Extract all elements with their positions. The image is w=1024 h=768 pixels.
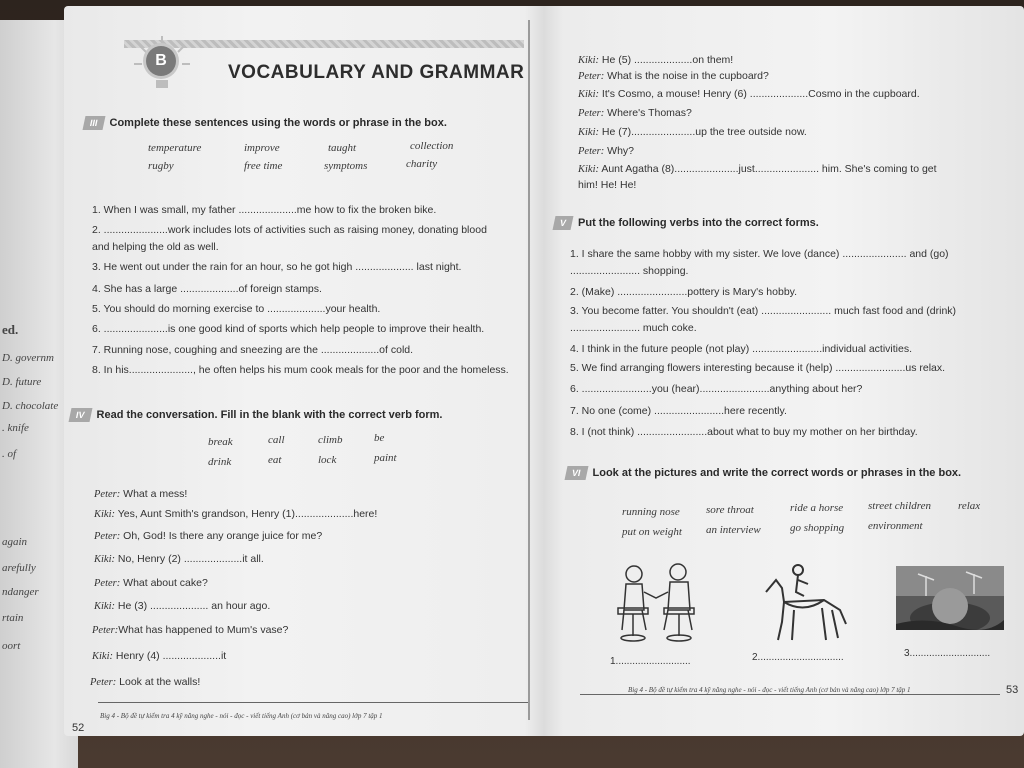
speaker: Peter:	[94, 578, 121, 589]
prev-fragment: oort	[2, 640, 21, 652]
exercise-sentence: 5. You should do morning exercise to ....................your health.	[92, 303, 381, 315]
utterance: Aunt Agatha (8)......................just...................... him. She's coming to get	[599, 163, 937, 175]
speaker: Kiki:	[94, 601, 115, 612]
verb-box-item: drink	[208, 456, 232, 468]
exercise-sentence: 2. ......................work includes lots of activities such as raising money, donating blood	[92, 224, 487, 236]
utterance: No, Henry (2) ....................it all.	[115, 553, 264, 565]
dialogue-line	[92, 650, 226, 662]
exercise-sentence: 7. No one (come) ........................here recently.	[570, 405, 787, 417]
section-vi-heading	[566, 466, 961, 480]
word-box-item: collection	[410, 140, 454, 152]
exercise-sentence: 4. She has a large ....................of foreign stamps.	[92, 283, 322, 295]
phrase-box-item: an interview	[706, 524, 761, 536]
utterance: It's Cosmo, a mouse! Henry (6) ....................Cosmo in the cupboard.	[599, 88, 920, 100]
word-box-item: rugby	[148, 160, 174, 172]
utterance: Look at the walls!	[116, 676, 201, 688]
exercise-sentence: 8. In his......................, he often helps his mum cook meals for the poor and the homeless.	[92, 364, 509, 376]
dialogue-line	[90, 676, 200, 688]
word-box-item: symptoms	[324, 160, 368, 172]
section-badge: B	[146, 46, 176, 76]
section-v-heading	[554, 216, 819, 230]
word-box-item: temperature	[148, 142, 202, 154]
phrase-box-item: relax	[958, 500, 981, 512]
speaker: Peter:	[94, 531, 121, 542]
speaker: Peter:	[92, 625, 119, 636]
phrase-box-item: sore throat	[706, 504, 754, 516]
word-box-item: free time	[244, 160, 283, 172]
interview-picture	[612, 560, 702, 646]
right-page	[540, 0, 1024, 768]
speaker: Peter:	[578, 71, 605, 82]
exercise-sentence: 2. (Make) ........................pottery is Mary's hobby.	[570, 286, 798, 298]
speaker: Kiki:	[92, 651, 113, 662]
utterance: him! He! He!	[578, 179, 637, 191]
picture-answer-line: 1...........................	[610, 656, 691, 667]
speaker: Kiki:	[578, 55, 599, 66]
utterance: What is the noise in the cupboard?	[604, 70, 769, 82]
dialogue-line	[94, 553, 264, 565]
dialogue-line	[578, 70, 769, 82]
exercise-sentence: ........................ shopping.	[570, 265, 689, 277]
dialogue-line	[94, 488, 187, 500]
left-page	[64, 0, 534, 768]
word-box-item: charity	[406, 158, 438, 170]
speaker: Peter:	[578, 146, 605, 157]
environment-picture	[896, 566, 1004, 630]
verb-box-item: climb	[318, 434, 343, 446]
exercise-sentence: 5. We find arranging flowers interesting because it (help) ........................us relax.	[570, 362, 946, 374]
prev-fragment: ndanger	[2, 586, 39, 598]
phrase-box-item: put on weight	[622, 526, 682, 538]
exercise-sentence: 6. ......................is one good kind of sports which help people to improve their health.	[92, 323, 485, 335]
prev-fragment: arefully	[2, 562, 36, 574]
phrase-box-item: street children	[868, 500, 932, 512]
dialogue-line	[94, 600, 270, 612]
speaker: Peter:	[94, 489, 121, 500]
exercise-sentence: 3. He went out under the rain for an hour, so he got high .................... last night.	[92, 261, 462, 273]
speaker: Kiki:	[578, 89, 599, 100]
page-footer: Big 4 - Bộ đề tự kiểm tra 4 kỹ năng nghe - nói - đọc - viết tiếng Anh (cơ bản và nâng cao) lớp 7 tập 1	[100, 712, 383, 720]
exercise-sentence: and helping the old as well.	[92, 241, 219, 253]
dialogue-line	[94, 577, 208, 589]
verb-box-item: be	[374, 432, 385, 444]
footer-rule	[580, 694, 1000, 695]
prev-fragment: D. future	[2, 376, 42, 388]
word-box	[148, 142, 488, 182]
page-footer: Big 4 - Bộ đề tự kiểm tra 4 kỹ năng nghe - nói - đọc - viết tiếng Anh (cơ bản và nâng cao) lớp 7 tập 1	[628, 686, 911, 694]
utterance: Yes, Aunt Smith's grandson, Henry (1)....................here!	[115, 508, 378, 520]
section-number: III	[83, 116, 105, 130]
speaker: Peter:	[90, 677, 117, 688]
section-number: VI	[565, 466, 588, 480]
verb-box-item: break	[208, 436, 233, 448]
utterance: What has happened to Mum's vase?	[118, 624, 289, 636]
picture-answer-line: 3.............................	[904, 648, 991, 659]
dialogue-line	[94, 508, 377, 520]
utterance: Oh, God! Is there any orange juice for me?	[120, 530, 323, 542]
prev-fragment: D. governm	[2, 352, 54, 364]
dialogue-line	[578, 88, 920, 100]
speaker: Kiki:	[94, 554, 115, 565]
utterance: Why?	[604, 145, 635, 157]
prev-fragment: again	[2, 536, 28, 548]
dialogue-line	[578, 54, 733, 66]
word-box-item: taught	[328, 142, 357, 154]
footer-rule	[98, 702, 528, 703]
prev-fragment: ed.	[2, 322, 19, 337]
word-box-item: improve	[244, 142, 280, 154]
section-banner	[84, 34, 525, 88]
utterance: He (3) .................... an hour ago.	[115, 600, 271, 612]
phrase-box-item: ride a horse	[790, 502, 844, 514]
speaker: Kiki:	[94, 509, 115, 520]
prev-fragment: rtain	[2, 612, 24, 624]
dialogue-line	[578, 126, 807, 138]
exercise-sentence: 3. You become fatter. You shouldn't (eat) ........................ much fast food and (drink)	[570, 305, 957, 317]
verb-box	[208, 434, 428, 474]
section-iv-heading	[70, 408, 442, 422]
utterance: What about cake?	[120, 577, 208, 589]
exercise-sentence: 8. I (not think) ........................about what to buy my mother on her birthday.	[570, 426, 918, 438]
exercise-sentence: 1. When I was small, my father ....................me how to fix the broken bike.	[92, 204, 437, 216]
dialogue-line	[578, 107, 692, 119]
section-number: IV	[69, 408, 92, 422]
phrase-box-item: environment	[868, 520, 923, 532]
section-instruction: Put the following verbs into the correct forms.	[578, 217, 819, 229]
utterance: He (7)......................up the tree outside now.	[599, 126, 807, 138]
verb-box-item: eat	[268, 454, 282, 466]
verb-box-item: lock	[318, 454, 337, 466]
speaker: Kiki:	[578, 164, 599, 175]
verb-box-item: paint	[374, 452, 397, 464]
section-instruction: Look at the pictures and write the correct words or phrases in the box.	[592, 467, 962, 479]
picture-answer-line: 2...............................	[752, 652, 844, 663]
page-number: 52	[72, 722, 85, 734]
phrase-box-item: go shopping	[790, 522, 845, 534]
utterance: What a mess!	[120, 488, 188, 500]
section-number: V	[553, 216, 574, 230]
section-iii-heading	[84, 116, 447, 130]
utterance: He (5) ....................on them!	[599, 54, 734, 66]
speaker: Kiki:	[578, 127, 599, 138]
section-instruction: Complete these sentences using the words or phrase in the box.	[109, 117, 447, 129]
page-title: VOCABULARY AND GRAMMAR	[228, 62, 525, 83]
dialogue-line	[94, 530, 322, 542]
prev-fragment: D. chocolate	[2, 400, 59, 412]
phrase-box	[622, 502, 1002, 542]
section-instruction: Read the conversation. Fill in the blank with the correct verb form.	[96, 409, 443, 421]
exercise-sentence: ........................ much coke.	[570, 322, 697, 334]
exercise-sentence: 4. I think in the future people (not play) ........................individual activities.	[570, 343, 912, 355]
exercise-sentence: 1. I share the same hobby with my sister. We love (dance) ...................... and (go)	[570, 248, 949, 260]
horse-rider-picture	[754, 562, 854, 646]
speaker: Peter:	[578, 108, 605, 119]
page-number: 53	[1006, 684, 1019, 696]
utterance: Henry (4) ....................it	[113, 650, 227, 662]
prev-fragment: . of	[2, 448, 17, 460]
dialogue-line	[92, 624, 288, 636]
verb-box-item: call	[268, 434, 285, 446]
dialogue-line	[578, 179, 636, 191]
exercise-sentence: 7. Running nose, coughing and sneezing are the ....................of cold.	[92, 344, 414, 356]
dialogue-line	[578, 145, 634, 157]
prev-fragment: . knife	[2, 422, 29, 434]
utterance: Where's Thomas?	[604, 107, 692, 119]
exercise-sentence: 6. ........................you (hear)........................anything about her?	[570, 383, 863, 395]
dialogue-line	[578, 163, 937, 175]
phrase-box-item: running nose	[622, 506, 680, 518]
